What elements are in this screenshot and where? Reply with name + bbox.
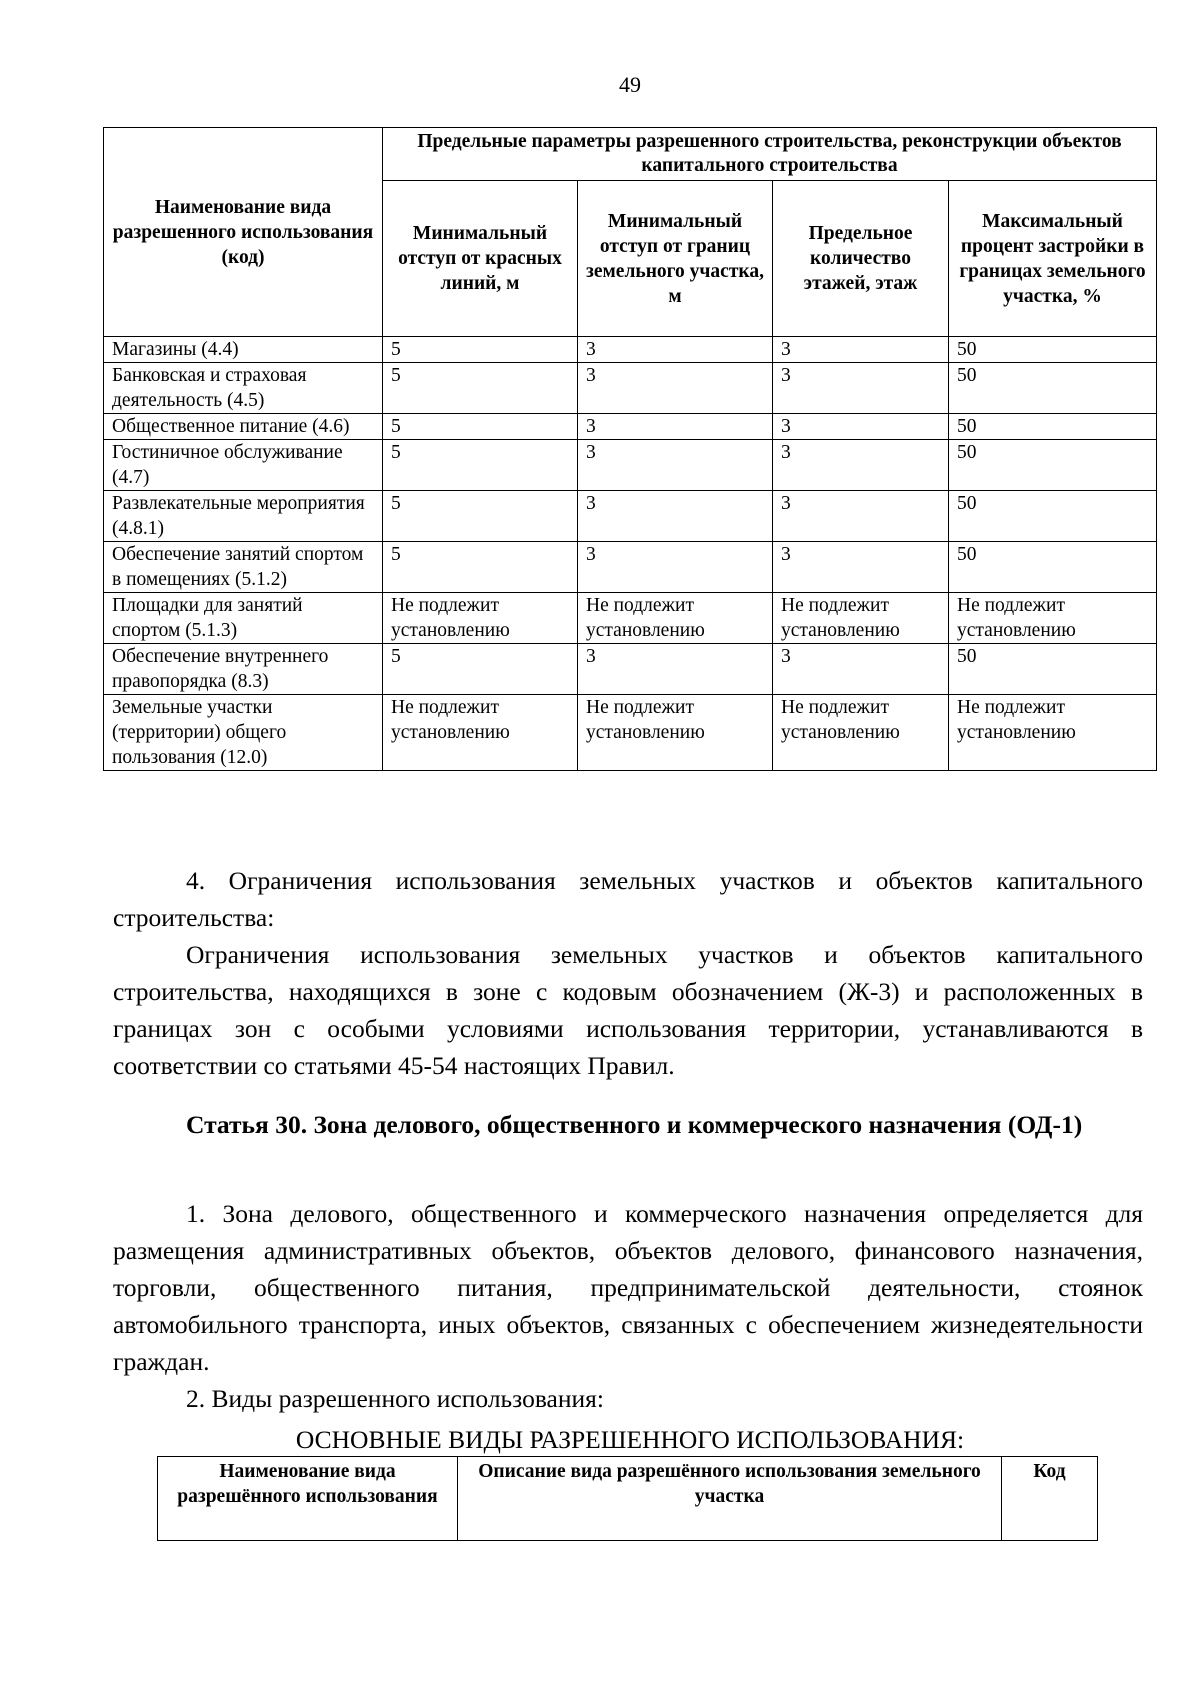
value-cell: Не подлежит установлению [773,593,949,644]
table-row [104,491,1157,542]
value-cell: 3 [773,542,949,593]
value-cell: 3 [773,491,949,542]
column-header-red-line-setback: Минимальный отступ от красных линий, м [383,181,578,337]
use-name-cell: Банковская и страховая деятельность (4.5) [104,363,383,414]
use-name-cell: Площадки для занятий спортом (5.1.3) [104,593,383,644]
value-cell: 3 [578,644,773,695]
value-cell: 3 [578,542,773,593]
name-column-header: Наименование вида разрешенного использования (код) [104,128,383,337]
table-row [104,440,1157,491]
value-cell: Не подлежит установлению [578,695,773,771]
table-row [104,363,1157,414]
value-cell: 3 [773,363,949,414]
value-cell: 5 [383,440,578,491]
value-cell: 3 [578,414,773,440]
value-cell: 5 [383,414,578,440]
value-cell: Не подлежит установлению [773,695,949,771]
value-cell: 50 [949,363,1157,414]
article30-paragraph1: 1. Зона делового, общественного и коммерческого назначения определяется для размещения административных объектов, объектов делового, финансового назначения, торговли, общественного питания, предпринимательской деятельности, стоянок автомобильного транспорта, иных объектов, связанных с обеспечением жизнедеятельности граждан. [113,1199,1143,1376]
kinds-header-description: Описание вида разрешённого использования земельного участка [458,1457,1002,1541]
value-cell: 3 [773,644,949,695]
value-cell: Не подлежит установлению [949,695,1157,771]
value-cell: 3 [578,440,773,491]
use-name-cell: Магазины (4.4) [104,337,383,363]
table-row [104,542,1157,593]
value-cell: 5 [383,542,578,593]
parameters-group-header: Предельные параметры разрешенного строительства, реконструкции объектов капитального строительства [383,128,1157,181]
table-row [104,644,1157,695]
article30-paragraph2: 2. Виды разрешенного использования: [186,1384,604,1413]
main-uses-table [157,1456,1098,1541]
article30-heading: Статья 30. Зона делового, общественного и коммерческого назначения (ОД-1) [186,1110,1083,1139]
value-cell: 50 [949,414,1157,440]
value-cell: Не подлежит установлению [383,593,578,644]
value-cell: 5 [383,491,578,542]
value-cell: 50 [949,337,1157,363]
value-cell: 5 [383,363,578,414]
table-row [104,414,1157,440]
value-cell: 50 [949,440,1157,491]
value-cell: Не подлежит установлению [578,593,773,644]
use-name-cell: Обеспечение занятий спортом в помещениях (5.1.2) [104,542,383,593]
kinds-header-name: Наименование вида разрешённого использования [158,1457,458,1541]
value-cell: 5 [383,337,578,363]
table-row [104,695,1157,771]
section4-paragraph1: 4. Ограничения использования земельных участков и объектов капитального строительства: [113,866,1143,932]
use-name-cell: Гостиничное обслуживание (4.7) [104,440,383,491]
value-cell: 3 [578,337,773,363]
value-cell: 3 [773,337,949,363]
value-cell: 50 [949,644,1157,695]
table-row [104,593,1157,644]
section4-paragraph2: Ограничения использования земельных участков и объектов капитального строительства, находящихся в зоне с кодовым обозначением (Ж-3) и расположенных в границах зон с особыми условиями использования территории, устанавливаются в соответствии со статьями 45-54 настоящих Правил. [113,940,1143,1080]
value-cell: 5 [383,644,578,695]
column-header-max-coverage: Максимальный процент застройки в границах земельного участка, % [949,181,1157,337]
page-number: 49 [619,72,641,97]
main-uses-caps-title: ОСНОВНЫЕ ВИДЫ РАЗРЕШЕННОГО ИСПОЛЬЗОВАНИЯ: [295,1425,965,1454]
column-header-boundary-setback: Минимальный отступ от границ земельного участка, м [578,181,773,337]
kinds-header-code: Код [1002,1457,1098,1541]
use-name-cell: Земельные участки (территории) общего пользования (12.0) [104,695,383,771]
value-cell: 3 [773,440,949,491]
use-name-cell: Обеспечение внутреннего правопорядка (8.3) [104,644,383,695]
value-cell: 3 [773,414,949,440]
column-header-max-floors: Предельное количество этажей, этаж [773,181,949,337]
value-cell: 50 [949,542,1157,593]
use-name-cell: Общественное питание (4.6) [104,414,383,440]
value-cell: Не подлежит установлению [383,695,578,771]
table-row [104,337,1157,363]
value-cell: 3 [578,491,773,542]
value-cell: 50 [949,491,1157,542]
zoning-parameters-table [103,127,1157,771]
use-name-cell: Развлекательные мероприятия (4.8.1) [104,491,383,542]
value-cell: Не подлежит установлению [949,593,1157,644]
value-cell: 3 [578,363,773,414]
